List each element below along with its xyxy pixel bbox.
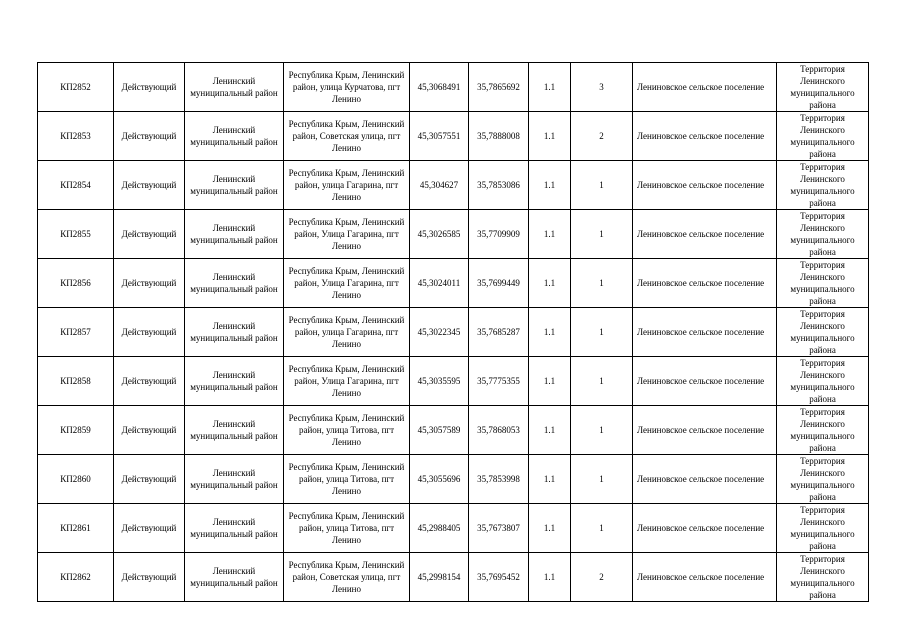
table-row [38, 210, 869, 259]
cell-latitude: 45,304627 [410, 161, 469, 210]
cell-status: Действующий [114, 308, 185, 357]
cell-type: 1.1 [529, 63, 571, 112]
cell-territory: Территория Ленинского муниципального района [777, 308, 869, 357]
cell-latitude: 45,2998154 [410, 553, 469, 602]
cell-latitude: 45,3057589 [410, 406, 469, 455]
cell-address: Республика Крым, Ленинский район, Советская улица, пгт Ленино [284, 553, 410, 602]
table-body [38, 63, 869, 602]
registry-table [37, 62, 869, 602]
table-row [38, 455, 869, 504]
table-row [38, 504, 869, 553]
cell-district: Ленинский муниципальный район [185, 308, 284, 357]
cell-latitude: 45,3055696 [410, 455, 469, 504]
cell-type: 1.1 [529, 112, 571, 161]
cell-address: Республика Крым, Ленинский район, Улица Гагарина, пгт Ленино [284, 259, 410, 308]
table-row [38, 406, 869, 455]
cell-latitude: 45,3057551 [410, 112, 469, 161]
cell-longitude: 35,7853998 [469, 455, 529, 504]
cell-type: 1.1 [529, 406, 571, 455]
cell-territory: Территория Ленинского муниципального района [777, 357, 869, 406]
cell-latitude: 45,2988405 [410, 504, 469, 553]
cell-address: Республика Крым, Ленинский район, улица Титова, пгт Ленино [284, 504, 410, 553]
cell-address: Республика Крым, Ленинский район, улица Курчатова, пгт Ленино [284, 63, 410, 112]
cell-settlement: Лениновское сельское поселение [633, 210, 777, 259]
table-row [38, 112, 869, 161]
cell-district: Ленинский муниципальный район [185, 161, 284, 210]
cell-status: Действующий [114, 63, 185, 112]
cell-status: Действующий [114, 210, 185, 259]
cell-latitude: 45,3026585 [410, 210, 469, 259]
cell-territory: Территория Ленинского муниципального района [777, 161, 869, 210]
cell-count: 1 [571, 455, 633, 504]
cell-longitude: 35,7868053 [469, 406, 529, 455]
cell-district: Ленинский муниципальный район [185, 112, 284, 161]
cell-count: 1 [571, 210, 633, 259]
cell-latitude: 45,3022345 [410, 308, 469, 357]
table-row [38, 259, 869, 308]
cell-id: КП2853 [38, 112, 114, 161]
cell-district: Ленинский муниципальный район [185, 455, 284, 504]
cell-address: Республика Крым, Ленинский район, Улица Гагарина, пгт Ленино [284, 210, 410, 259]
cell-longitude: 35,7673807 [469, 504, 529, 553]
table-row [38, 161, 869, 210]
cell-type: 1.1 [529, 161, 571, 210]
cell-status: Действующий [114, 161, 185, 210]
cell-id: КП2860 [38, 455, 114, 504]
cell-id: КП2857 [38, 308, 114, 357]
cell-settlement: Лениновское сельское поселение [633, 504, 777, 553]
cell-settlement: Лениновское сельское поселение [633, 406, 777, 455]
cell-settlement: Лениновское сельское поселение [633, 357, 777, 406]
cell-longitude: 35,7709909 [469, 210, 529, 259]
cell-territory: Территория Ленинского муниципального района [777, 406, 869, 455]
cell-longitude: 35,7695452 [469, 553, 529, 602]
cell-address: Республика Крым, Ленинский район, Советская улица, пгт Ленино [284, 112, 410, 161]
cell-longitude: 35,7853086 [469, 161, 529, 210]
cell-type: 1.1 [529, 357, 571, 406]
cell-status: Действующий [114, 553, 185, 602]
cell-count: 3 [571, 63, 633, 112]
cell-longitude: 35,7888008 [469, 112, 529, 161]
cell-status: Действующий [114, 357, 185, 406]
cell-status: Действующий [114, 112, 185, 161]
cell-settlement: Лениновское сельское поселение [633, 112, 777, 161]
cell-id: КП2861 [38, 504, 114, 553]
cell-district: Ленинский муниципальный район [185, 553, 284, 602]
table-row [38, 63, 869, 112]
cell-id: КП2852 [38, 63, 114, 112]
cell-type: 1.1 [529, 455, 571, 504]
cell-district: Ленинский муниципальный район [185, 210, 284, 259]
cell-count: 1 [571, 504, 633, 553]
cell-district: Ленинский муниципальный район [185, 406, 284, 455]
table-row [38, 357, 869, 406]
cell-count: 2 [571, 553, 633, 602]
cell-count: 1 [571, 259, 633, 308]
cell-id: КП2855 [38, 210, 114, 259]
cell-territory: Территория Ленинского муниципального района [777, 63, 869, 112]
cell-territory: Территория Ленинского муниципального района [777, 553, 869, 602]
cell-territory: Территория Ленинского муниципального района [777, 210, 869, 259]
cell-territory: Территория Ленинского муниципального района [777, 112, 869, 161]
cell-type: 1.1 [529, 210, 571, 259]
cell-latitude: 45,3035595 [410, 357, 469, 406]
cell-address: Республика Крым, Ленинский район, улица Гагарина, пгт Ленино [284, 308, 410, 357]
cell-id: КП2862 [38, 553, 114, 602]
cell-settlement: Лениновское сельское поселение [633, 308, 777, 357]
cell-settlement: Лениновское сельское поселение [633, 553, 777, 602]
cell-district: Ленинский муниципальный район [185, 259, 284, 308]
cell-longitude: 35,7685287 [469, 308, 529, 357]
cell-count: 2 [571, 112, 633, 161]
cell-territory: Территория Ленинского муниципального района [777, 259, 869, 308]
cell-district: Ленинский муниципальный район [185, 357, 284, 406]
cell-latitude: 45,3024011 [410, 259, 469, 308]
cell-address: Республика Крым, Ленинский район, улица Титова, пгт Ленино [284, 406, 410, 455]
cell-status: Действующий [114, 455, 185, 504]
table-row [38, 308, 869, 357]
cell-address: Республика Крым, Ленинский район, улица Титова, пгт Ленино [284, 455, 410, 504]
cell-id: КП2858 [38, 357, 114, 406]
cell-type: 1.1 [529, 308, 571, 357]
cell-settlement: Лениновское сельское поселение [633, 63, 777, 112]
cell-status: Действующий [114, 259, 185, 308]
cell-address: Республика Крым, Ленинский район, улица Гагарина, пгт Ленино [284, 161, 410, 210]
cell-count: 1 [571, 308, 633, 357]
cell-type: 1.1 [529, 553, 571, 602]
cell-settlement: Лениновское сельское поселение [633, 455, 777, 504]
cell-status: Действующий [114, 504, 185, 553]
cell-latitude: 45,3068491 [410, 63, 469, 112]
cell-territory: Территория Ленинского муниципального района [777, 455, 869, 504]
cell-address: Республика Крым, Ленинский район, Улица Гагарина, пгт Ленино [284, 357, 410, 406]
cell-count: 1 [571, 161, 633, 210]
cell-longitude: 35,7775355 [469, 357, 529, 406]
cell-territory: Территория Ленинского муниципального района [777, 504, 869, 553]
cell-status: Действующий [114, 406, 185, 455]
cell-count: 1 [571, 406, 633, 455]
cell-longitude: 35,7699449 [469, 259, 529, 308]
cell-count: 1 [571, 357, 633, 406]
cell-id: КП2856 [38, 259, 114, 308]
cell-id: КП2859 [38, 406, 114, 455]
cell-type: 1.1 [529, 504, 571, 553]
table-row [38, 553, 869, 602]
cell-settlement: Лениновское сельское поселение [633, 259, 777, 308]
cell-settlement: Лениновское сельское поселение [633, 161, 777, 210]
cell-id: КП2854 [38, 161, 114, 210]
cell-district: Ленинский муниципальный район [185, 504, 284, 553]
cell-type: 1.1 [529, 259, 571, 308]
cell-district: Ленинский муниципальный район [185, 63, 284, 112]
cell-longitude: 35,7865692 [469, 63, 529, 112]
